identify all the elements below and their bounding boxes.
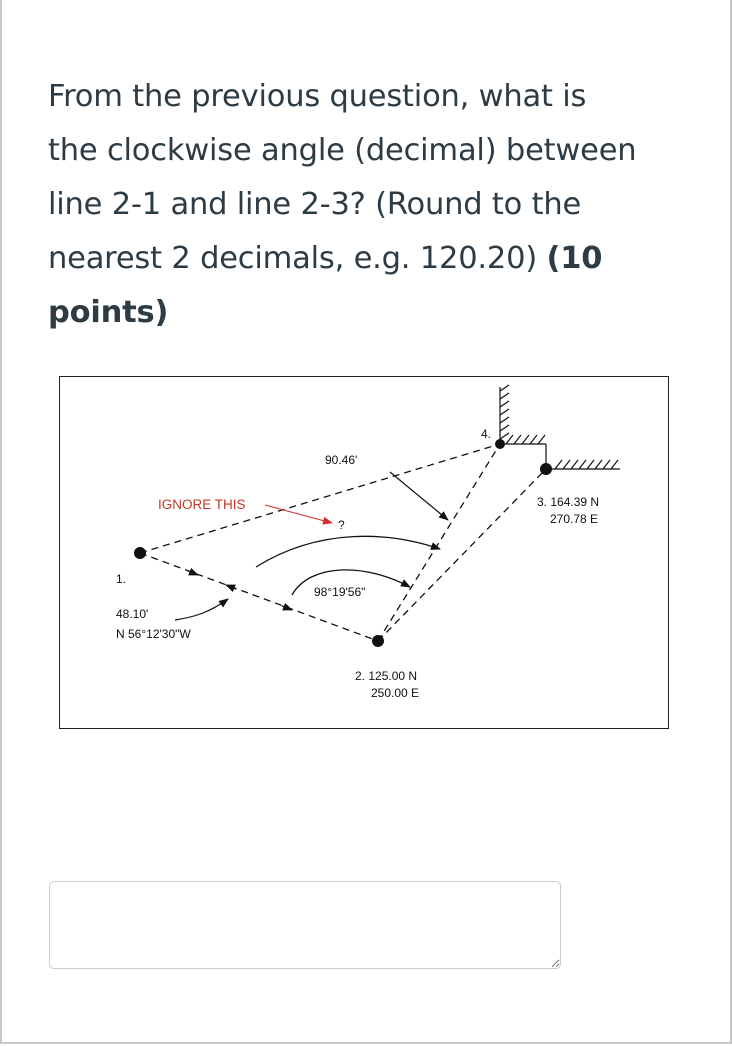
label-distance-48-10: 48.10' [116,607,149,621]
line-2-to-3 [378,469,546,641]
curved-angle-arrow-top [256,536,440,567]
wall-hatching [500,385,620,469]
label-point-3-east: 270.78 E [550,512,599,526]
point-4-marker [495,439,505,449]
question-line-2: the clockwise angle (decimal) between [48,133,637,168]
label-90-46: 90.46' [325,453,358,467]
answer-input[interactable] [49,881,561,969]
label-ignore-this: IGNORE THIS [158,497,246,512]
label-point-1: 1. [116,572,127,586]
line-2-to-4 [378,444,500,641]
label-point-2-east: 250.00 E [371,686,420,700]
label-question-mark: ? [338,518,345,532]
label-angle: 98°19'56" [314,585,366,599]
question-line-5 [48,286,688,340]
line-1-2-arrow-b [226,585,236,589]
label-bearing: N 56°12'30"W [116,627,191,641]
question-line-1: From the previous question, what is [48,79,587,114]
question-line-4-text: nearest 2 decimals, e.g. 120.20) [48,241,547,276]
label-point-2-north: 2. 125.00 N [355,669,418,683]
line-1-2-arrow-a [188,571,198,575]
label-point-4: 4. [481,427,492,441]
leader-48-10 [175,599,228,620]
point-3-marker [540,463,552,475]
question-text [48,70,688,340]
points-label-end: points) [48,295,169,330]
point-2-marker [372,635,384,647]
question-line-3: line 2-1 and line 2-3? (Round to the [48,187,582,222]
leader-90-46 [390,472,448,520]
ignore-arrow [265,505,332,523]
point-1-marker [134,547,146,559]
traverse-diagram-svg [60,377,668,728]
points-label-start: (10 [546,241,603,276]
question-line-4 [48,232,688,286]
label-point-3-north: 3. 164.39 N [537,495,600,509]
traverse-diagram [59,376,669,729]
